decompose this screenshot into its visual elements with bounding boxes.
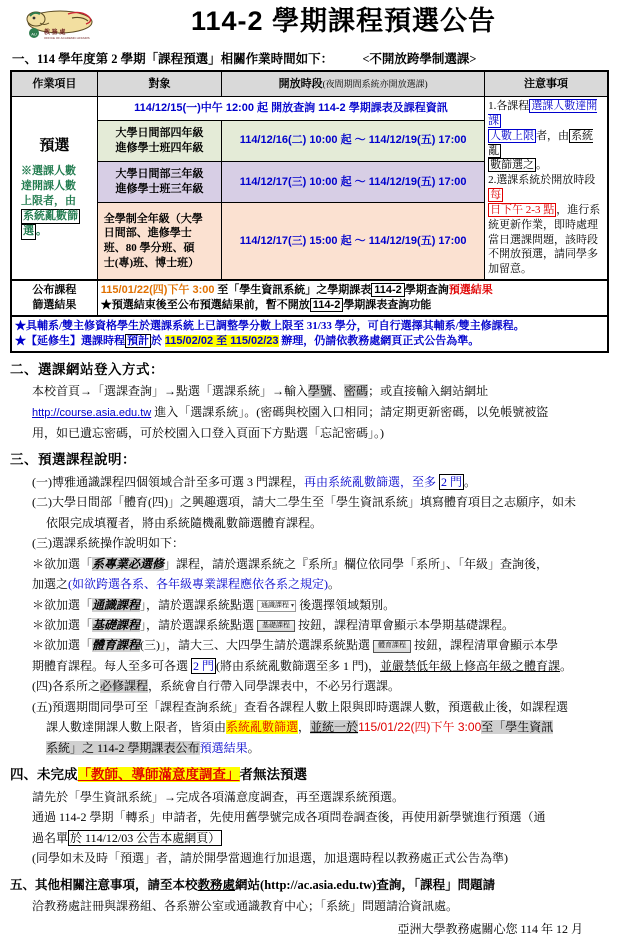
column-header-target: 對象 xyxy=(97,71,221,97)
star-note-1: ★具輔系/雙主修資格學生於選課系統上已調整學分數上限至 31/33 學分，可自行選擇其輔系/雙主修課程。 xyxy=(15,319,525,332)
column-header-task: 作業項目 xyxy=(11,71,97,97)
note-item-1: 1.各課程 選課人數達開課 人數上限 者，由 系統亂 數篩選之 。 xyxy=(488,100,598,172)
page-header xyxy=(10,4,609,48)
section-4-line-3: 過名單 於 114/12/03 公告本處網頁） xyxy=(32,830,221,845)
section-4-heading: 四、未完成「教師、導師滿意度調查」者無法預選 xyxy=(10,767,307,783)
section-3-bullet-4-cont: 期體育課程。每人至多可各選 2 門 (將由系統亂數篩選至多 1 門)，並嚴禁低年級上修高年級之體育課。 xyxy=(32,658,573,673)
publish-line-1: 115/01/22(四)下午 3:00 至「學生資訊系統」之學期課表 114-2 學期查詢預選結果 xyxy=(100,284,493,297)
task-note-line-5: 選 。 xyxy=(15,224,94,240)
section-5-line-2: 洽教務處註冊與課務組、各系辦公室或通識教育中心；「系統」問題請洽資訊處。 xyxy=(32,898,459,913)
pe-course-button[interactable]: 體育課程 xyxy=(373,640,411,652)
section-2-line-1: 本校首頁→「選課查詢」→點選「選課系統」→輸入學號、密碼；或直接輸入網站網址 xyxy=(32,384,489,399)
section-3-item-2-cont: 依限完成填覆者，將由系統隨機亂數篩選體育課程。 xyxy=(46,515,323,530)
asia-university-office-of-academic-affairs-mascot-logo xyxy=(22,4,118,44)
column-header-open-period-sub: (夜間期間系統亦開放選課) xyxy=(322,78,428,89)
star-notes-cell xyxy=(11,316,608,352)
footer-signature: 亞洲大學教務處關心您 114 年 12 月 xyxy=(397,922,583,937)
query-open-banner: 114/12/15(一)中午 12:00 起 開放查詢 114-2 學期課表及課程資訊 xyxy=(97,97,484,121)
table-row xyxy=(11,97,608,121)
general-education-course-dropdown[interactable]: 通識課程 ▾ xyxy=(257,600,296,612)
svg-text:OFFICE OF ACADEMIC AFFAIRS: OFFICE OF ACADEMIC AFFAIRS xyxy=(44,36,90,40)
table-header-row xyxy=(11,71,608,97)
task-note-line-2: 達開課人數 xyxy=(21,180,76,193)
notes-cell xyxy=(485,97,608,281)
section-3-bullet-3: ＊欲加選「基礎課程」，請於選課系統點選 基礎課程 按鈕，課程清單會顯示本學期基礎課程。 xyxy=(32,617,515,632)
publish-line-2: ★預選結束後至公布預選結果前，暫不開放 114-2 學期課表查詢功能 xyxy=(100,298,432,311)
section-4-line-1: 請先於「學生資訊系統」→完成各項滿意度調查，再至選課系統預選。 xyxy=(32,789,405,804)
section-3-item-2: (二)大學日間部「體育(四)」之興趣選項，請大二學生至「學生資訊系統」填寫體育項目之志願序，如未 xyxy=(32,495,576,510)
section-2 xyxy=(10,359,609,444)
section-3-heading: 三、預選課程說明： xyxy=(10,452,136,468)
column-header-open-period xyxy=(222,71,485,97)
section-4-line-4: (同學如未及時「預選」者，請於開學當週進行加退選，加退選時程以教務處正式公告為準) xyxy=(32,851,508,866)
publish-result-body xyxy=(97,280,608,316)
chevron-down-icon: ▾ xyxy=(291,602,295,609)
note-item-2: 2.選課系統於開放時段每 日下午 2-3 點 ，進行系 統更新作業，即時處理 當日選課問題，該時段 不開放預選，請同學多 加留意。 xyxy=(488,174,601,276)
section-5-heading: 五、其他相關注意事項，請至本校教務處網站(http://ac.asia.edu.tw)查詢，「課程」問題請 xyxy=(10,877,496,892)
column-header-open-period-label: 開放時段 xyxy=(278,77,323,90)
section-5 xyxy=(10,875,609,917)
task-note-line-1: ※選課人數 xyxy=(21,165,76,178)
svg-text:教 務 處: 教 務 處 xyxy=(44,30,66,36)
svg-text:AU: AU xyxy=(31,31,37,37)
section-3-item-1: (一)博雅通識課程四個領域合計至多可選 3 門課程，再由系統亂數篩選，至多 2 門 。 xyxy=(32,474,477,489)
section-2-heading: 二、選課網站登入方式： xyxy=(10,361,164,377)
task-note-line-4: 系統亂數篩 xyxy=(15,209,94,225)
section-3 xyxy=(10,449,609,758)
column-header-notes: 注意事項 xyxy=(485,71,608,97)
publish-result-label: 公布課程 篩選結果 xyxy=(11,280,97,316)
section-1-heading-text: 一、114 學年度第 2 學期「課程預選」相關作業時間如下： xyxy=(12,52,334,66)
page-title: 114-2 學期課程預選公告 xyxy=(190,6,497,36)
section-3-item-4: (四)各系所之必修課程，系統會自行帶入同學課表中，不必另行選課。 xyxy=(32,679,401,694)
task-cell-preselection xyxy=(11,97,97,281)
section-3-bullet-4: ＊欲加選「體育課程(三)」，請大三、大四學生請於選課系統點選 體育課程 按鈕，課程清單會顯示本學 xyxy=(32,638,559,653)
section-3-item-3: (三)選課系統操作說明如下： xyxy=(32,536,184,551)
target-group-all: 全學制全年級（大學 日間部、進修學士 班、80 學分班、碩 士(專)班、博士班） xyxy=(97,203,221,280)
section-3-item-5-cont-1: 課人數達開課人數上限者，皆須由系統亂數篩選，並統一於115/01/22(四)下午 3:00至「學生資訊 xyxy=(46,720,554,735)
schedule-table xyxy=(10,70,609,353)
section-3-item-5-cont-2: 系統」之 114-2 學期課表公布預選結果。 xyxy=(46,740,260,755)
table-row xyxy=(11,280,608,316)
task-note-line-3: 上限者，由 xyxy=(21,194,76,207)
table-row xyxy=(11,316,608,352)
target-group-year4: 大學日間部四年級 進修學士班四年級 xyxy=(97,120,221,161)
section-1-heading xyxy=(12,49,609,67)
task-title: 預選 xyxy=(39,137,70,154)
section-3-bullet-1-cont: 加選之(如欲跨選各系、各年級專業課程應依各系之規定)。 xyxy=(32,577,341,592)
section-2-line-3: 用，如已遺忘密碼，可於校園入口登入頁面下方點選「忘記密碼」。) xyxy=(32,425,384,440)
section-3-item-5: (五)預選期間同學可至「課程查詢系統」查看各課程人數上限與即時選課人數，預選截止後，如課程選 xyxy=(32,699,568,714)
star-note-2: ★【延修生】選課時程 預計 於 115/02/02 至 115/02/23 辦理，仍請依教務處網頁正式公告為準。 xyxy=(15,334,480,347)
section-2-line-2: http://course.asia.edu.tw 進入「選課系統」。(密碼與校園入口相同；請定期更新密碼，以免帳號被盜 xyxy=(32,404,549,419)
course-system-link[interactable]: http://course.asia.edu.tw xyxy=(32,406,152,419)
section-3-bullet-1: ＊欲加選「系專業必選修」課程，請於選課系統之『系所』欄位依同學「系所」、「年級」查詢後， xyxy=(32,556,549,571)
open-period-year4: 114/12/16(二) 10:00 起 ～ 114/12/19(五) 17:00 xyxy=(222,120,485,161)
basic-course-button[interactable]: 基礎課程 xyxy=(257,620,295,632)
open-period-year3: 114/12/17(三) 10:00 起 ～ 114/12/19(五) 17:00 xyxy=(222,161,485,202)
open-period-all: 114/12/17(三) 15:00 起 ～ 114/12/19(五) 17:00 xyxy=(222,203,485,280)
no-cross-system-note: <不開放跨學制選課> xyxy=(362,52,477,66)
section-3-bullet-2: ＊欲加選「通識課程」，請於選課系統點選 通識課程 ▾ 後選擇領域類別。 xyxy=(32,597,396,612)
section-4-line-2: 通過 114-2 學期「轉系」申請者，先使用舊學號完成各項問卷調查後，再使用新學號進行預選（通 xyxy=(32,810,546,825)
section-4 xyxy=(10,764,609,869)
target-group-year3: 大學日間部三年級 進修學士班三年級 xyxy=(97,161,221,202)
